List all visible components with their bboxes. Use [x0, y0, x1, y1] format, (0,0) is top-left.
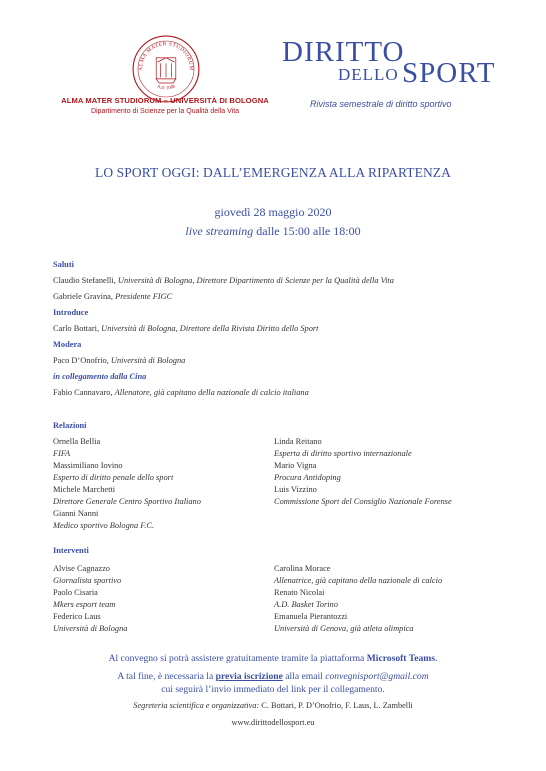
footer-website-link[interactable]: www.dirittodellosport.eu	[231, 718, 315, 727]
stream-label: live streaming	[185, 224, 254, 238]
intervento-name: Alvise Cagnazzo	[53, 564, 110, 573]
cina-name: Fabio Cannavaro,	[53, 388, 115, 397]
section-introduce: Introduce	[53, 308, 89, 317]
footer-platform-name: Microsoft Teams	[366, 653, 436, 664]
cina-role: Allenatore, già capitano della nazionale di calcio italiana	[114, 388, 309, 397]
saluti-1-role: Università di Bologna, Direttore Dipartimento di Scienze per la Qualità della Vita	[117, 276, 394, 285]
saluti-2-role: Presidente FIGC	[115, 292, 173, 301]
relatore-role: Medico sportivo Bologna F.C.	[53, 521, 155, 530]
section-collegamento-cina: in collegamento dalla Cina	[53, 372, 147, 381]
seal-text-bottom: A.D. 1088	[156, 83, 176, 91]
relatore-role: FIFA	[53, 449, 71, 458]
section-interventi: Interventi	[53, 546, 89, 555]
relatore-role: Esperta di diritto sportivo internazionale	[274, 449, 412, 458]
introduce-line	[53, 324, 319, 333]
relatore-role: Commissione Sport del Consiglio Nazionale Forense	[274, 497, 452, 506]
seal-text-top: ALMA MATER STUDIORUM	[138, 41, 194, 71]
relatore-role: Direttore Generale Centro Sportivo Italiano	[53, 497, 201, 506]
relatore-name: Mario Vigna	[274, 461, 317, 470]
footer-registration-text: A tal fine, è necessaria la	[117, 671, 216, 682]
relatore-name: Ornella Bellia	[53, 437, 101, 446]
cina-line	[53, 388, 309, 397]
section-relazioni: Relazioni	[53, 421, 87, 430]
intervento-role: Università di Genova, già atleta olimpica	[274, 624, 414, 633]
saluti-1-name: Claudio Stefanelli,	[53, 276, 118, 285]
introduce-role: Università di Bologna, Direttore della Rivista Diritto dello Sport	[101, 324, 319, 333]
secretariat-label: Segreteria scientifica e organizzativa:	[133, 701, 260, 710]
intervento-name: Emanuela Pierantozzi	[274, 612, 348, 621]
footer-secretariat	[0, 701, 546, 710]
modera-line	[53, 356, 185, 365]
journal-tagline: Rivista semestrale di diritto sportivo	[310, 99, 452, 109]
intervento-role: Giornalista sportivo	[53, 576, 122, 585]
event-title: LO SPORT OGGI: DALL’EMERGENZA ALLA RIPARTENZA	[94, 165, 452, 180]
introduce-name: Carlo Bottari,	[53, 324, 102, 333]
relatore-name: Gianni Nanni	[53, 509, 99, 518]
footer-registration-line	[0, 671, 546, 682]
modera-role: Università di Bologna	[110, 356, 186, 365]
relatore-role: Esperto di diritto penale dello sport	[53, 473, 174, 482]
section-modera: Modera	[53, 340, 82, 349]
relatore-name: Michele Marchetti	[53, 485, 116, 494]
secretariat-names: C. Bottari, P. D’Onofrio, F. Laus, L. Zambelli	[259, 701, 413, 710]
footer-registration-emphasis: previa iscrizione	[215, 671, 283, 682]
university-name: ALMA MATER STUDIORUM – UNIVERSITÀ DI BOLOGNA	[61, 96, 269, 105]
relatore-name: Luis Vizzino	[274, 485, 317, 494]
stream-time: dalle 15:00 alle 18:00	[253, 224, 361, 238]
intervento-name: Federico Laus	[53, 612, 101, 621]
saluti-2-name: Gabriele Gravina,	[53, 292, 116, 301]
footer-platform-text: Al convegno si potrà assistere gratuitamente tramite la piattaforma	[108, 653, 367, 664]
logo-word-sport: SPORT	[402, 57, 496, 89]
logo-word-dello: DELLO	[338, 65, 399, 84]
intervento-role: A.D. Basket Torino	[274, 600, 338, 609]
university-seal	[131, 34, 201, 104]
intervento-role: Università di Bologna	[53, 624, 128, 633]
relatore-name: Linda Reitano	[274, 437, 322, 446]
intervento-name: Carolina Morace	[274, 564, 331, 573]
saluti-line-1	[53, 276, 394, 285]
event-date: giovedì 28 maggio 2020	[214, 205, 332, 219]
modera-name: Paco D’Onofrio,	[53, 356, 111, 365]
relatore-role: Procura Antidoping	[274, 473, 341, 482]
intervento-role: Allenatrice, già capitano della nazionale di calcio	[274, 576, 443, 585]
footer-link-line: cui seguirà l’invio immediato del link per il collegamento.	[161, 684, 385, 695]
intervento-role: Mkers esport team	[53, 600, 116, 609]
relatore-name: Massimiliano Iovino	[53, 461, 123, 470]
event-stream-info	[0, 224, 546, 239]
journal-logo	[282, 36, 496, 96]
saluti-line-2	[53, 292, 172, 301]
department-name: Dipartimento di Scienze per la Qualità della Vita	[90, 108, 240, 115]
intervento-name: Renato Nicolai	[274, 588, 325, 597]
footer-email-link[interactable]: convegnisport@gmail.com	[325, 671, 429, 682]
intervento-name: Paolo Cisaria	[53, 588, 98, 597]
footer-platform-period: .	[435, 653, 438, 664]
section-saluti: Saluti	[53, 260, 74, 269]
logo-word-diritto: DIRITTO	[282, 36, 405, 68]
footer-platform-line	[0, 653, 546, 664]
svg-text:A.D. 1088	[156, 83, 176, 90]
footer-registration-email-label: alla email	[282, 671, 326, 682]
